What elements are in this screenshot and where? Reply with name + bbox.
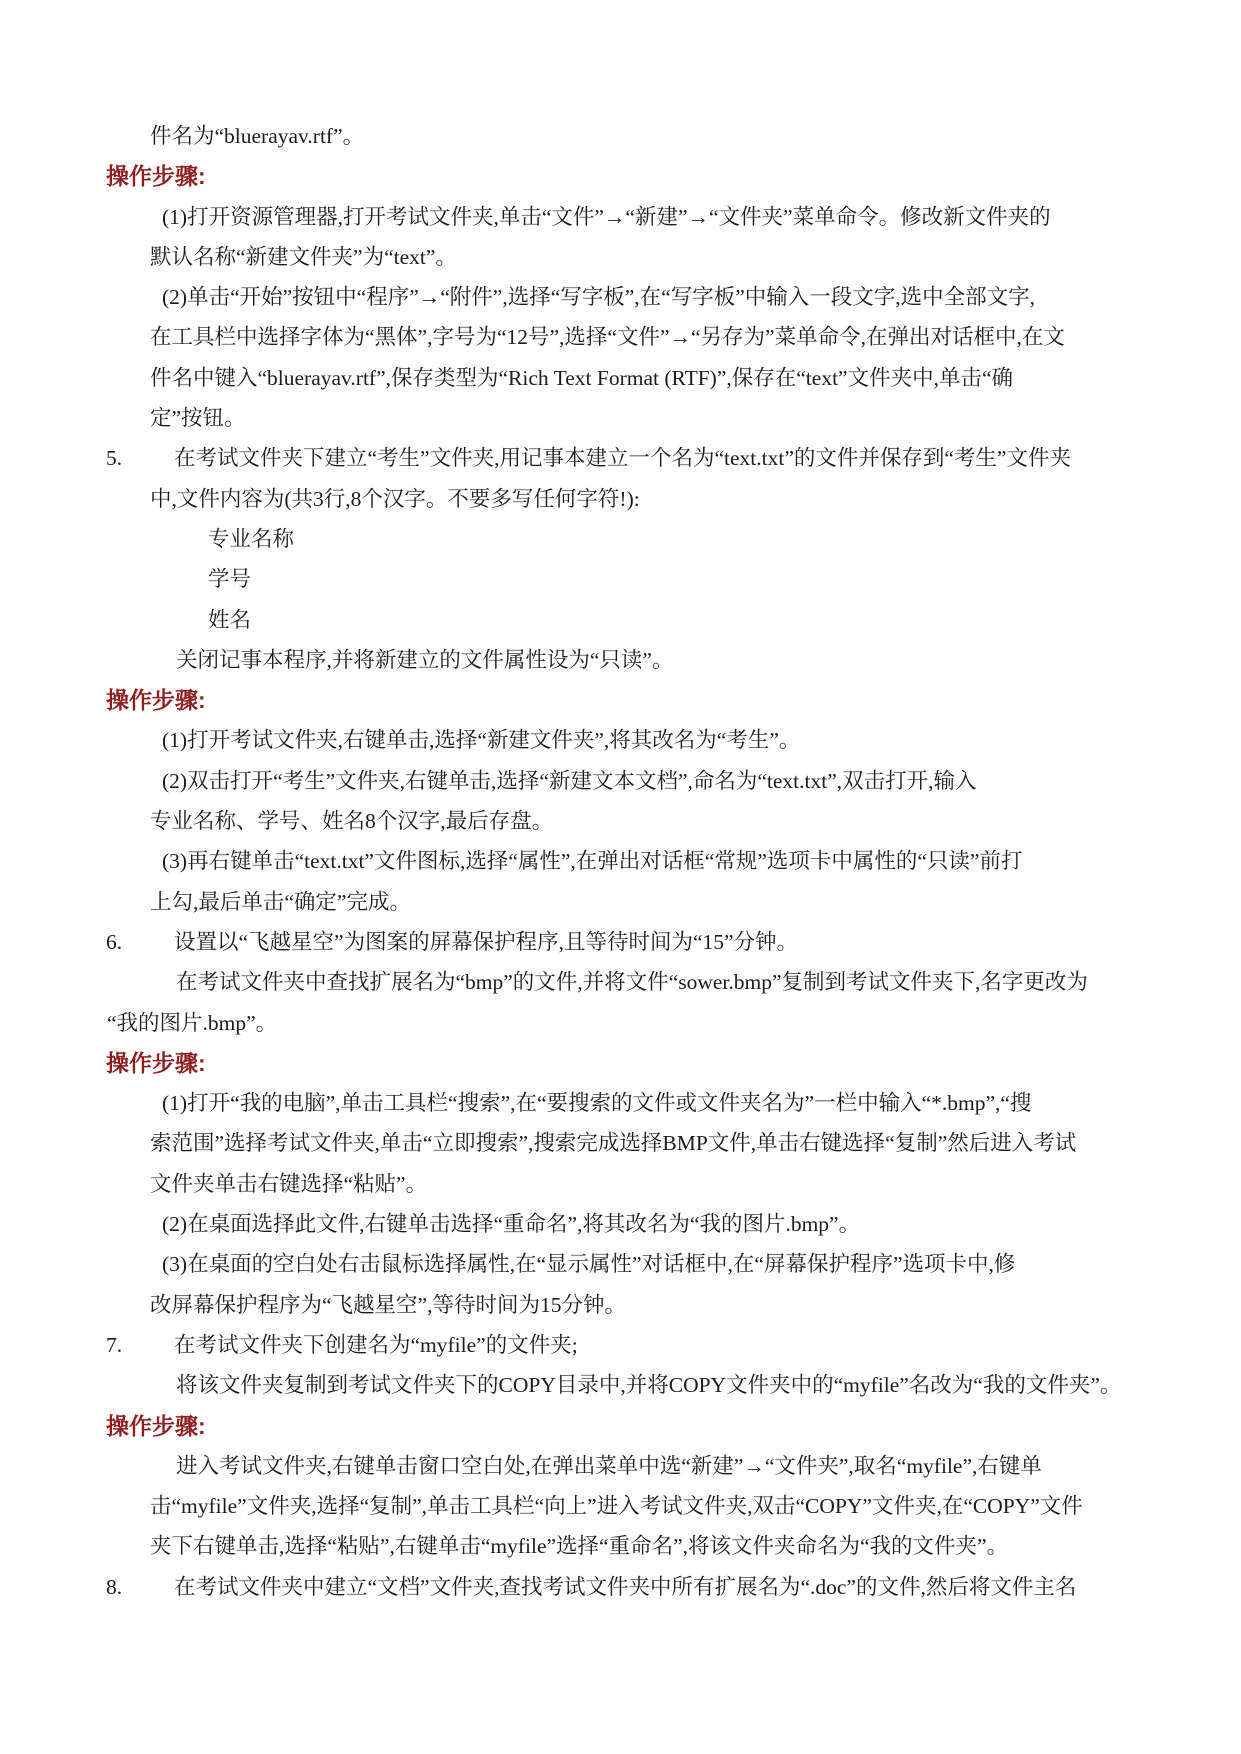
text-line	[176, 640, 1241, 680]
text-line	[106, 1567, 1241, 1607]
line-text: (1)打开“我的电脑”,单击工具栏“搜索”,在“要搜索的文件或文件夹名为”一栏中输入“*.bmp”,“搜	[162, 1091, 1032, 1116]
line-text: (1)打开考试文件夹,右键单击,选择“新建文件夹”,将其改名为“考生”。	[162, 728, 801, 753]
text-line	[150, 398, 1241, 438]
text-line	[176, 1365, 1241, 1405]
item-number: 8.	[106, 1574, 123, 1599]
text-line	[208, 600, 1241, 640]
line-text: 在考试文件夹中查找扩展名为“bmp”的文件,并将文件“sower.bmp”复制到考试文件夹下,名字更改为	[176, 970, 1088, 995]
line-text: “我的图片.bmp”。	[107, 1010, 278, 1035]
steps-header	[106, 1406, 1241, 1446]
line-text: (1)打开资源管理器,打开考试文件夹,单击“文件”→“新建”→“文件夹”菜单命令。修改新文件夹的	[162, 204, 1051, 229]
text-line	[107, 1003, 1241, 1043]
line-text: 在考试文件夹中建立“文档”文件夹,查找考试文件夹中所有扩展名为“.doc”的文件,然后将文件主名	[174, 1574, 1077, 1599]
line-text: 专业名称	[208, 526, 295, 551]
line-text: 夹下右键单击,选择“粘贴”,右键单击“myfile”选择“重命名”,将该文件夹命名为“我的文件夹”。	[150, 1534, 1009, 1559]
text-line	[150, 1285, 1241, 1325]
line-text: 设置以“飞越星空”为图案的屏幕保护程序,且等待时间为“15”分钟。	[174, 929, 799, 954]
item-number: 5.	[106, 446, 123, 471]
text-line	[162, 1204, 1241, 1244]
text-line	[106, 1325, 1241, 1365]
text-line	[106, 922, 1241, 962]
line-text: (2)在桌面选择此文件,右键单击选择“重命名”,将其改名为“我的图片.bmp”。	[162, 1212, 861, 1237]
steps-header	[106, 156, 1241, 196]
line-text: 学号	[208, 567, 252, 592]
line-text: 击“myfile”文件夹,选择“复制”,单击工具栏“向上”进入考试文件夹,双击“COPY”文件夹,在“COPY”文件	[150, 1494, 1083, 1519]
text-line	[162, 197, 1241, 237]
text-line	[150, 801, 1241, 841]
line-text: 索范围”选择考试文件夹,单击“立即搜索”,搜索完成选择BMP文件,单击右键选择“复制”然后进入考试	[150, 1131, 1077, 1156]
line-text: 进入考试文件夹,右键单击窗口空白处,在弹出菜单中选“新建”→“文件夹”,取名“myfile”,右键单	[176, 1453, 1042, 1478]
line-text: 操作步骤:	[106, 1412, 206, 1439]
line-text: 文件夹单击右键选择“粘贴”。	[150, 1171, 428, 1196]
line-text: 姓名	[208, 607, 252, 632]
text-line	[150, 1123, 1241, 1163]
line-text: 操作步骤:	[106, 687, 206, 714]
line-text: 中,文件内容为(共3行,8个汉字。不要多写任何字符!):	[150, 486, 640, 511]
line-text: (2)双击打开“考生”文件夹,右键单击,选择“新建文本文档”,命名为“text.txt”,双击打开,输入	[162, 768, 977, 793]
line-text: (3)再右键单击“text.txt”文件图标,选择“属性”,在弹出对话框“常规”选项卡中属性的“只读”前打	[162, 849, 1023, 874]
text-line	[150, 882, 1241, 922]
line-text: 定”按钮。	[150, 406, 246, 431]
steps-header	[106, 1043, 1241, 1083]
line-text: 上勾,最后单击“确定”完成。	[150, 889, 411, 914]
text-line	[150, 1164, 1241, 1204]
line-text: 改屏幕保护程序为“飞越星空”,等待时间为15分钟。	[150, 1292, 626, 1317]
item-number: 6.	[106, 929, 123, 954]
line-text: 在工具栏中选择字体为“黑体”,字号为“12号”,选择“文件”→“另存为”菜单命令,在弹出对话框中,在文	[150, 325, 1065, 350]
line-text: 在考试文件夹下创建名为“myfile”的文件夹;	[174, 1332, 578, 1357]
line-text: 件名中键入“bluerayav.rtf”,保存类型为“Rich Text Format (RTF)”,保存在“text”文件夹中,单击“确	[150, 365, 1014, 390]
line-text: 专业名称、学号、姓名8个汉字,最后存盘。	[150, 809, 554, 834]
text-line	[208, 559, 1241, 599]
text-line	[208, 519, 1241, 559]
text-line	[162, 277, 1241, 317]
line-text: (3)在桌面的空白处右击鼠标选择属性,在“显示属性”对话框中,在“屏幕保护程序”选项卡中,修	[162, 1252, 1016, 1277]
line-text: 关闭记事本程序,并将新建立的文件属性设为“只读”。	[176, 647, 674, 672]
text-line	[162, 1083, 1241, 1123]
text-line	[150, 116, 1241, 156]
text-line	[150, 1486, 1241, 1526]
text-line	[162, 1244, 1241, 1284]
text-line	[162, 761, 1241, 801]
text-line	[150, 358, 1241, 398]
text-line	[176, 962, 1241, 1002]
line-text: 件名为“bluerayav.rtf”。	[150, 124, 365, 148]
line-text: 默认名称“新建文件夹”为“text”。	[150, 244, 457, 269]
line-text: (2)单击“开始”按钮中“程序”→“附件”,选择“写字板”,在“写字板”中输入一段文字,选中全部文字,	[162, 285, 1036, 310]
text-line	[162, 720, 1241, 760]
item-number: 7.	[106, 1332, 123, 1357]
steps-header	[106, 680, 1241, 720]
text-line	[176, 1446, 1241, 1486]
line-text: 在考试文件夹下建立“考生”文件夹,用记事本建立一个名为“text.txt”的文件并保存到“考生”文件夹	[174, 446, 1071, 471]
text-line	[150, 479, 1241, 519]
text-line	[106, 438, 1241, 478]
text-line	[162, 841, 1241, 881]
line-text: 操作步骤:	[106, 163, 206, 190]
text-line	[150, 1526, 1241, 1566]
line-text: 操作步骤:	[106, 1049, 206, 1076]
text-line	[150, 317, 1241, 357]
text-line	[150, 237, 1241, 277]
line-text: 将该文件夹复制到考试文件夹下的COPY目录中,并将COPY文件夹中的“myfile”名改为“我的文件夹”。	[176, 1373, 1122, 1398]
